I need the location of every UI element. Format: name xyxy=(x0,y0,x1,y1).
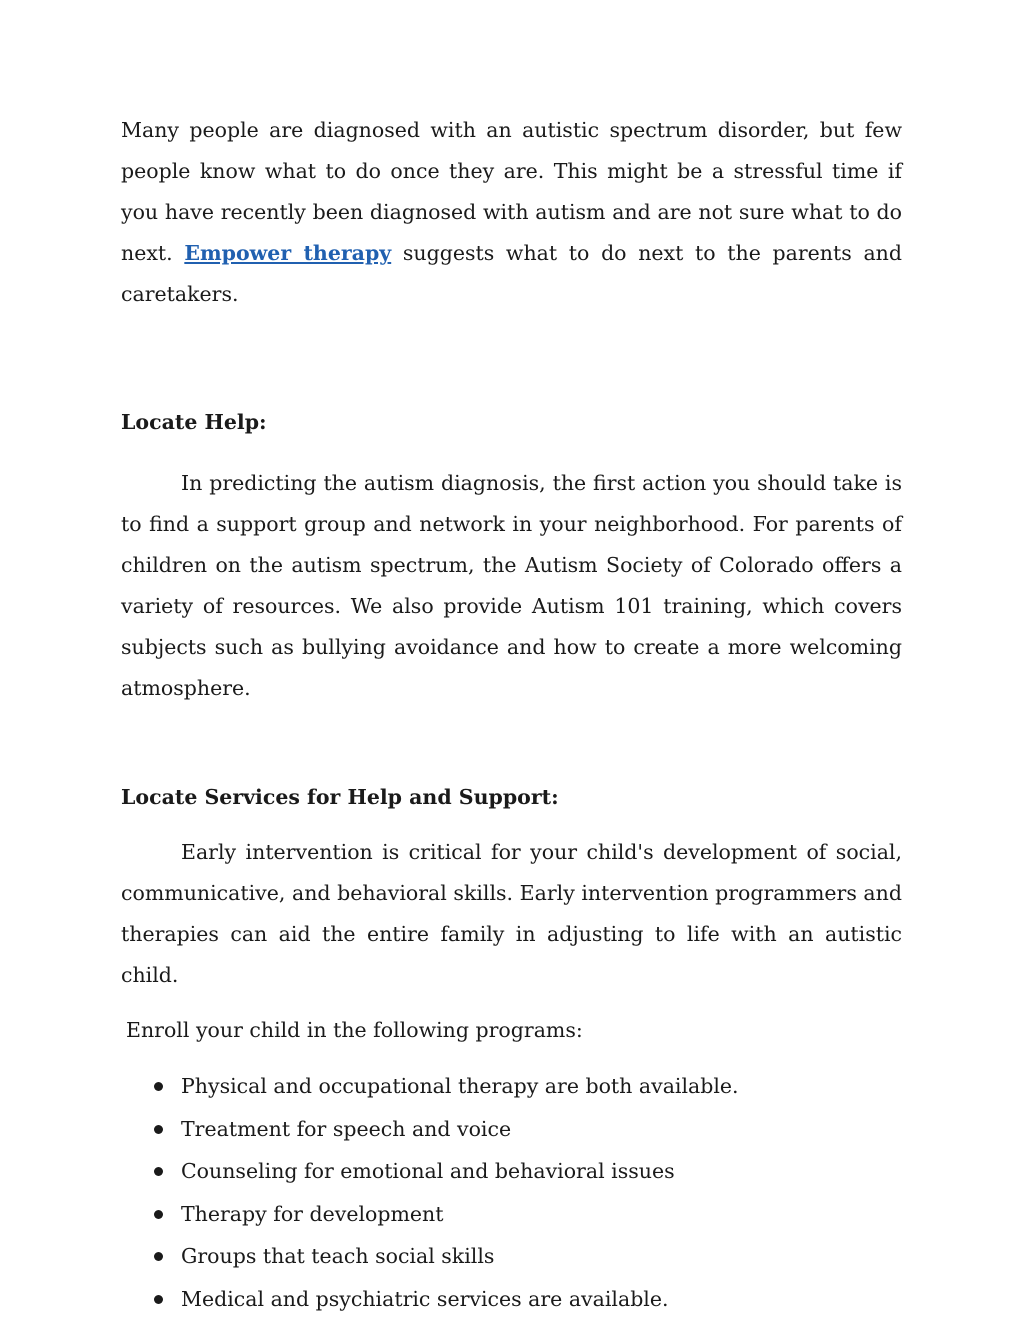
locate-services-paragraph: Early intervention is critical for your child's development of social, communicative, and behavioral skills. Early intervention programmers and therapies can aid the entire family in adjusting to life with an autistic child. xyxy=(121,840,902,987)
locate-services-heading: Locate Services for Help and Support: xyxy=(121,785,559,809)
list-item-label: Medical and psychiatric services are available. xyxy=(181,1286,669,1311)
list-item-label: Treatment for speech and voice xyxy=(181,1116,512,1141)
bullet-icon xyxy=(154,1252,163,1261)
list-item xyxy=(121,1278,902,1321)
list-item xyxy=(121,1193,902,1236)
list-item-label: Groups that teach social skills xyxy=(181,1244,495,1269)
list-item xyxy=(121,1150,902,1193)
list-item-label: Counseling for emotional and behavioral issues xyxy=(181,1159,675,1184)
bullet-icon xyxy=(154,1125,163,1134)
bullet-icon xyxy=(154,1210,163,1219)
intro-text-before-link: Many people are diagnosed with an autistic spectrum disorder, but few people know what to do once they are. This might be a stressful time if you have recently been diagnosed with autism and are not sure what to do next. xyxy=(121,118,902,265)
enroll-intro: Enroll your child in the following programs: xyxy=(126,1018,583,1042)
intro-text-after-link: suggests what to do next to the parents and caretakers. xyxy=(121,241,902,306)
list-item xyxy=(121,1235,902,1278)
locate-help-paragraph: In predicting the autism diagnosis, the first action you should take is to find a support group and network in your neighborhood. For parents of children on the autism spectrum, the Autism Society of Colorado offers a variety of resources. We also provide Autism 101 training, which covers subjects such as bullying avoidance and how to create a more welcoming atmosphere. xyxy=(121,471,902,700)
intro-paragraph xyxy=(121,110,902,315)
list-item xyxy=(121,1108,902,1151)
document-page xyxy=(121,110,902,1321)
programs-list xyxy=(121,1065,902,1321)
bullet-icon xyxy=(154,1082,163,1091)
list-item xyxy=(121,1065,902,1108)
list-item-label: Therapy for development xyxy=(181,1201,444,1226)
locate-help-heading: Locate Help: xyxy=(121,410,267,434)
bullet-icon xyxy=(154,1167,163,1176)
empower-therapy-link[interactable]: Empower therapy xyxy=(184,241,392,265)
list-item-label: Physical and occupational therapy are both available. xyxy=(181,1074,739,1098)
bullet-icon xyxy=(154,1295,163,1304)
